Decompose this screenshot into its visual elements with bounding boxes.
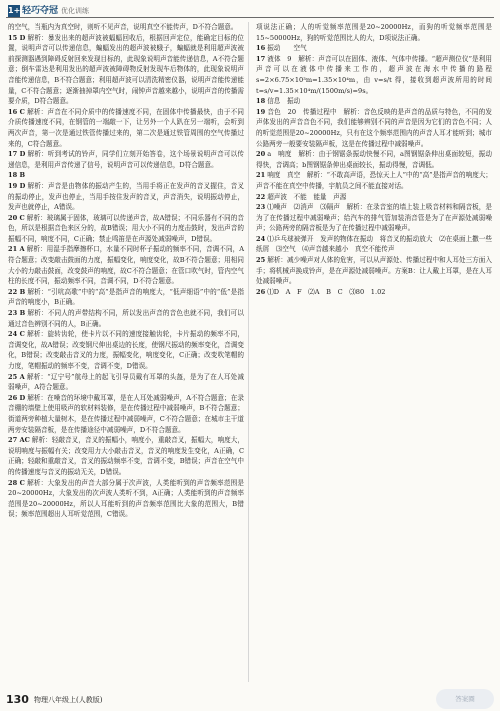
- answer-number: 28 C: [8, 478, 25, 487]
- answer-item: [8, 308, 244, 329]
- answer-item: [8, 22, 244, 33]
- answer-item: [8, 33, 244, 107]
- answer-number: 26: [256, 287, 266, 296]
- answer-item: [8, 287, 244, 308]
- page-number: 130: [6, 693, 29, 706]
- logo-subtitle: 优化训练: [61, 7, 90, 15]
- answer-number: 24: [256, 234, 266, 243]
- answer-number: 20 C: [8, 213, 25, 222]
- answer-text: ⑴D A F ⑵A B C ⑶80 1.02: [267, 287, 386, 296]
- page-footer: [0, 687, 500, 711]
- answer-number: 22: [256, 192, 266, 201]
- answer-number: 24 C: [8, 330, 25, 339]
- answer-number: 17: [256, 54, 266, 63]
- answer-item: [8, 393, 244, 435]
- answer-number: 19: [256, 107, 266, 116]
- answer-text: 超声波 不能 能量 声源: [267, 192, 347, 201]
- book-info: 物理八年级上(人教版): [34, 696, 103, 704]
- answer-number: 19 D: [8, 181, 26, 190]
- answer-item: [256, 287, 492, 298]
- answer-number: 15 D: [8, 33, 26, 42]
- answer-number: 17 D: [8, 150, 26, 159]
- answer-number: 18: [256, 97, 266, 106]
- answer-item: [256, 202, 492, 234]
- answer-text: 项说法正确；人的听觉频率范围是20~20000Hz，而狗的听觉频率范围是15~50000Hz，狗的听觉范围比人的大，D项说法正确。: [256, 23, 492, 42]
- answer-text: a 响度 解析：由于钢锯条振动快慢不同，a图钢锯条伸出桌面较短，振动得快，音调高；b图钢锯条伸出桌面较长，振动得慢，音调低。: [256, 150, 492, 169]
- answer-text: 音色 20 传播过程中 解析：音色反映的是声音的品质与特色，不同的发声体发出的声音音色不同，我们能够辨别不同的声音是因为它们的音色不同；人的听觉范围是20~20000Hz，只有在这个频率范围内的声音人耳才能听到；城市公路两旁一般要安装隔声板，这是在传播过程中减弱噪声。: [256, 107, 492, 148]
- answer-item: [256, 96, 492, 107]
- logo-mark-icon: 1+1: [8, 5, 26, 15]
- answer-text: ⑴噪声 ⑵消声 ⑶隔声 解析：在录音室的墙上装上吸音材料和隔音板，是为了在传播过程中减弱噪声；给汽车的排气管加装消音管是为了在声源处减弱噪声；公路两旁的隔音板是为了在传播过程中减弱噪声。: [256, 203, 492, 233]
- answer-number: 22 B: [8, 287, 26, 296]
- answer-text: 解析：声音在不同介质中的传播速度不同，在固体中传播最快，由于不同介质传播速度不同，在钢管的一端敲一下，让另外一个人趴在另一端听，会听到两次声音，第一次是通过铁管传播过来的，第二次是通过铁管周围的空气传播过来的，C符合题意。: [8, 107, 244, 148]
- answer-text: 解析：听到考试的铃声，同学们立刻开始答卷，这个场景说明声音可以传递信息，是利用声音传递了信号，说明声音可以传递信息，D符合题意。: [8, 150, 244, 169]
- answer-text: ⑴乒乓球被弹开 发声的物体在振动 将音叉的振动放大 ⑵在桌面上撒一些纸屑 ⑶空气 ⑷声音越来越小 真空不能传声: [256, 234, 492, 254]
- column-divider: [248, 22, 249, 682]
- answer-number: 16: [256, 44, 266, 53]
- header-rule: [6, 17, 494, 18]
- answer-text: 解析：减少噪声对人体的危害，可以从声源处、传播过程中和人耳处三方面入手；将机械声换成铃声，是在声源处减弱噪声。方案B：让人戴上耳罩，是在人耳处减弱噪声。: [256, 256, 492, 286]
- answer-number: 21: [256, 171, 266, 180]
- answer-text: 解析：旋转齿轮，使卡片以不同的速度接触齿轮，卡片振动的频率不同，音调变化，故A错误；改变钢尺伸出桌边的长度，使钢尺振动的频率变化，音调变化，B错误；改变敲击音叉的力度，振幅变化，响度变化，C正确；改变吹笔帽的力度，笔帽振动的频率不变，音调不变，D错误。: [8, 330, 244, 370]
- answer-text: 的空气，当瓶内为真空时，则听不见声音，说明真空不能传声，D不符合题意。: [8, 23, 238, 31]
- answer-text: 振动 空气: [267, 44, 307, 53]
- answer-text: 信息 振动: [267, 97, 301, 106]
- answer-item: [256, 22, 492, 43]
- answer-number: 23: [256, 203, 266, 212]
- answer-item: [8, 170, 244, 181]
- answer-number: 26 D: [8, 393, 26, 402]
- answer-text: 解析：不同人的声带结构不同，所以发出声音的音色也就不同，我们可以通过音色辨别不同的人，B正确。: [8, 309, 245, 328]
- answer-text: 解析：“引吭高歌”中的“高”是指声音的响度大，“低声细语”中的“低”是指声音的响度小，B正确。: [8, 287, 245, 307]
- answer-text: 解析：用湿手指摩擦杯口，水量不同时杯子振动的频率不同，音调不同，A符合题意；改变敲击鼓面的力度，振幅变化，响度变化，故B不符合题意；用相同大小的力敲击鼓面，改变鼓声的响度，故C不符合题意；在管口吹气时，管内空气柱的长度不同，振动频率不同，音调不同，D不符合题意。: [8, 245, 244, 286]
- answer-item: [256, 192, 492, 203]
- answer-number: 16 C: [8, 107, 25, 116]
- answer-item: [256, 54, 495, 96]
- answer-item: [8, 478, 244, 520]
- answer-number: 18 B: [8, 171, 26, 180]
- answer-item: [8, 372, 244, 393]
- answer-number: 21 A: [8, 245, 25, 254]
- answer-item: [8, 181, 244, 213]
- left-column: [8, 22, 244, 682]
- right-column: [256, 22, 495, 682]
- logo-text: 轻巧夺冠: [22, 6, 59, 16]
- answer-text: 解析：“辽宁号”航母上的起飞引导员戴有耳罩的头盔，是为了在人耳处减弱噪声，A符合题意。: [8, 372, 244, 392]
- answer-number: 25 A: [8, 372, 25, 381]
- answer-text: 解析：暴发出来的超声波被蝠蝠回收后，根据回声定位，能确定目标的位置，说明声音可以传递信息，蝙蝠发出的超声波被蛾子，蝙蝠就是利用超声波被前探测器遇到障碍反射回来发现目标的，此现象说明声音能传递信息，A不符合题意；倒车雷达是利用发出的超声波被障碍物反射发现车后物体的，此现象说明声音能传递信息，B不符合题意；利用超声波可以清洗精密仪器，说明声音能传递能量，C不符合题意；逐渐抽掉罩内空气时，闹钟声音越来越小，说明声音的传播需要介质，D符合题意。: [8, 33, 244, 106]
- answer-item: [256, 107, 492, 149]
- answer-text: 解析：声音是由物体的振动产生的，当用手将正在发声的音叉握住，音叉的振动停止，发声也停止，当用手按住发声的音叉，声音消失，说明振动停止，发声也就停止，A错误。: [8, 181, 244, 212]
- answer-text: 解析：轻敲音叉，音叉的振幅小，响度小，重敲音叉，振幅大，响度大，说明响度与振幅有关；改变用力大小敲击音叉，音叉的响度发生变化，A正确，C正确；轻敲和重敲音叉，音叉的振动频率不变，音调不变，B错误；声音在空气中的传播速度与音叉的振动无关，D错误。: [8, 436, 244, 476]
- answer-item: [8, 329, 244, 371]
- answer-number: 23 B: [8, 309, 26, 318]
- answer-number: 27 AC: [8, 436, 30, 445]
- watermark-stamp: 答案圈: [436, 689, 494, 709]
- answer-item: [256, 170, 492, 191]
- answer-item: [256, 234, 492, 255]
- answer-item: [256, 149, 492, 170]
- answer-number: 25: [256, 256, 266, 265]
- answer-number: 20: [256, 150, 266, 159]
- answer-item: [8, 435, 244, 477]
- publisher-logo: [8, 3, 89, 17]
- answer-text: 液体 9 解析：声音可以在固体、液体、气体中传播。“超声测位仪”是利用声音可以在液体中传播来工作的，超声波在海水中传播的路程 s=2×6.75×10³m=1.35×10⁴m，由 v=s/t 得，接收到超声波所用的时间 t=s/v=1.35×10⁴m/(1500m/s)=9s。: [256, 54, 495, 95]
- answer-text: 解析：在噪音的环境中戴耳罩，是在人耳处减弱噪声，A不符合题意；在录音棚的墙壁上使用吸声的软材料装修，是在传播过程中减弱噪声，B不符合题意；街道两旁种植大量树木，是在传播过程中减弱噪声，C不符合题意；在城市主干道两旁安装隔音板，是在传播途径中减弱噪声，D不符合题意。: [8, 393, 244, 434]
- answer-item: [8, 107, 244, 149]
- answer-text: 解析：大象发出的声音大部分属于次声波，人类能听到的声音频率范围是20~20000Hz，大象发出的次声波人类听不到，A正确；人类能听到的声音频率范围是20~20000Hz，所以人耳能听到的声音频率范围比大象的范围大，B错误；频率范围超出人耳听觉范围，C错误。: [8, 478, 244, 519]
- answer-text: 解析：玻璃属于固体，玻璃可以传递声音，故A错误；不同乐器有不同的音色，所以是根据音色来区分的，故B错误；用大小不同的力度击鼓时，发出声音的振幅不同，响度不同，C正确；禁止鸣笛是在声源处减弱噪声，D错误。: [8, 213, 244, 243]
- answer-item: [8, 244, 244, 286]
- page-header: [0, 0, 500, 20]
- answer-item: [256, 43, 492, 54]
- answer-item: [256, 255, 492, 287]
- answer-text: 响度 真空 解析：“不敢高声语，恐惊天上人”中的“高”是指声音的响度大；声音不能在真空中传播，宇航员之间不能直接对话。: [256, 171, 492, 190]
- answer-item: [8, 213, 244, 245]
- answer-item: [8, 149, 244, 170]
